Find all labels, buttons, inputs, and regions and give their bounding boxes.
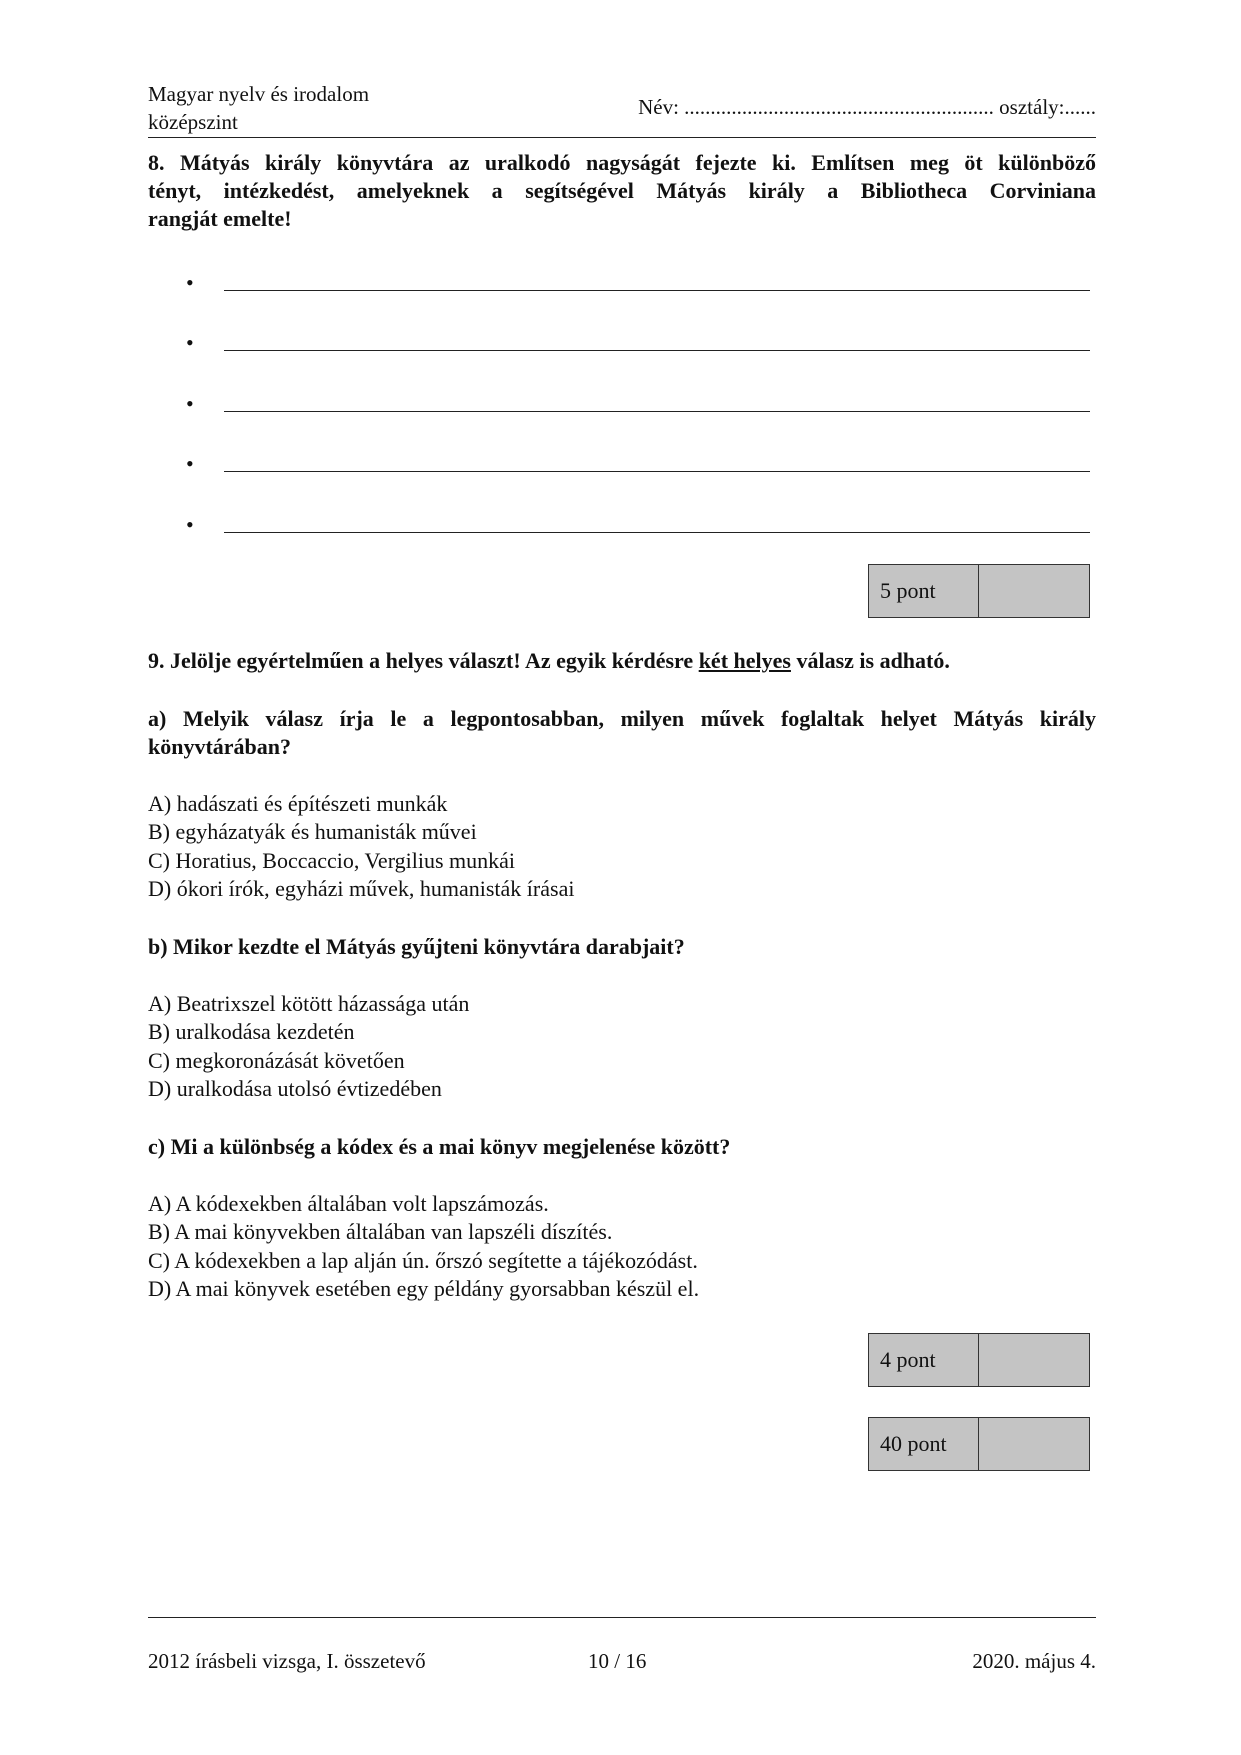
answer-line-4[interactable] <box>186 453 1090 483</box>
header-rule <box>148 137 1096 138</box>
q9c-option-d[interactable]: D) A mai könyvek esetében egy példány gyorsabban készül el. <box>148 1276 700 1301</box>
q9a-option-a[interactable]: A) hadászati és építészeti munkák <box>148 791 448 816</box>
answer-underline <box>224 350 1090 351</box>
q8-text-line1: 8. Mátyás király könyvtára az uralkodó nagyságát fejezte ki. Említsen meg öt különböző <box>148 150 1096 175</box>
score-label: 5 pont <box>869 565 979 617</box>
score-box-total <box>868 1417 1090 1471</box>
answer-underline <box>224 471 1090 472</box>
q9-intro-part1: 9. Jelölje egyértelműen a helyes választ! Az egyik kérdésre <box>148 648 699 673</box>
score-input-cell[interactable] <box>979 1418 1089 1470</box>
footer-rule <box>148 1617 1096 1618</box>
q9b-option-c[interactable]: C) megkoronázását követően <box>148 1048 405 1073</box>
q9c-option-b[interactable]: B) A mai könyvekben általában van lapszéli díszítés. <box>148 1219 613 1244</box>
bullet-icon: • <box>186 512 194 537</box>
bullet-icon: • <box>186 391 194 416</box>
q9c-question: c) Mi a különbség a kódex és a mai könyv megjelenése között? <box>148 1134 731 1159</box>
bullet-icon: • <box>186 451 194 476</box>
q9c-option-c[interactable]: C) A kódexekben a lap alján ún. őrszó segítette a tájékozódást. <box>148 1248 698 1273</box>
q9-intro-part2: válasz is adható. <box>790 648 950 673</box>
q9-intro <box>148 647 950 676</box>
q8-text-line2: tényt, intézkedést, amelyeknek a segítségével Mátyás király a Bibliotheca Corviniana <box>148 178 1096 203</box>
header-level: középszint <box>148 110 238 134</box>
q9a-option-b[interactable]: B) egyházatyák és humanisták művei <box>148 819 477 844</box>
answer-line-5[interactable] <box>186 514 1090 544</box>
footer-page-number: 10 / 16 <box>588 1649 647 1673</box>
q9b-question: b) Mikor kezdte el Mátyás gyűjteni könyvtára darabjait? <box>148 934 685 959</box>
name-class-field[interactable]: Név: ........................................................... osztály:...... <box>638 95 1096 119</box>
bullet-icon: • <box>186 270 194 295</box>
answer-line-1[interactable] <box>186 272 1090 302</box>
answer-underline <box>224 411 1090 412</box>
q9c-option-a[interactable]: A) A kódexekben általában volt lapszámozás. <box>148 1191 549 1216</box>
q9b-option-d[interactable]: D) uralkodása utolsó évtizedében <box>148 1076 442 1101</box>
answer-underline <box>224 290 1090 291</box>
score-input-cell[interactable] <box>979 1334 1089 1386</box>
footer-exam-id: 2012 írásbeli vizsga, I. összetevő <box>148 1649 426 1673</box>
q8-text-line3: rangját emelte! <box>148 206 292 231</box>
score-label: 4 pont <box>869 1334 979 1386</box>
score-box-q9 <box>868 1333 1090 1387</box>
score-input-cell[interactable] <box>979 565 1089 617</box>
header-subject: Magyar nyelv és irodalom <box>148 82 370 106</box>
q9b-option-b[interactable]: B) uralkodása kezdetén <box>148 1019 355 1044</box>
score-box-q8 <box>868 564 1090 618</box>
score-label: 40 pont <box>869 1418 979 1470</box>
q9-intro-underlined: két helyes <box>698 648 791 673</box>
q9a-question-line1: a) Melyik válasz írja le a legpontosabban, milyen művek foglaltak helyet Mátyás király <box>148 706 1096 731</box>
bullet-icon: • <box>186 330 194 355</box>
q9a-option-c[interactable]: C) Horatius, Boccaccio, Vergilius munkái <box>148 848 516 873</box>
answer-underline <box>224 532 1090 533</box>
answer-line-2[interactable] <box>186 332 1090 362</box>
q9b-option-a[interactable]: A) Beatrixszel kötött házassága után <box>148 991 470 1016</box>
q9a-option-d[interactable]: D) ókori írók, egyházi művek, humanisták írásai <box>148 876 575 901</box>
footer-date: 2020. május 4. <box>972 1649 1096 1673</box>
answer-line-3[interactable] <box>186 393 1090 423</box>
q9a-question-line2: könyvtárában? <box>148 734 292 759</box>
